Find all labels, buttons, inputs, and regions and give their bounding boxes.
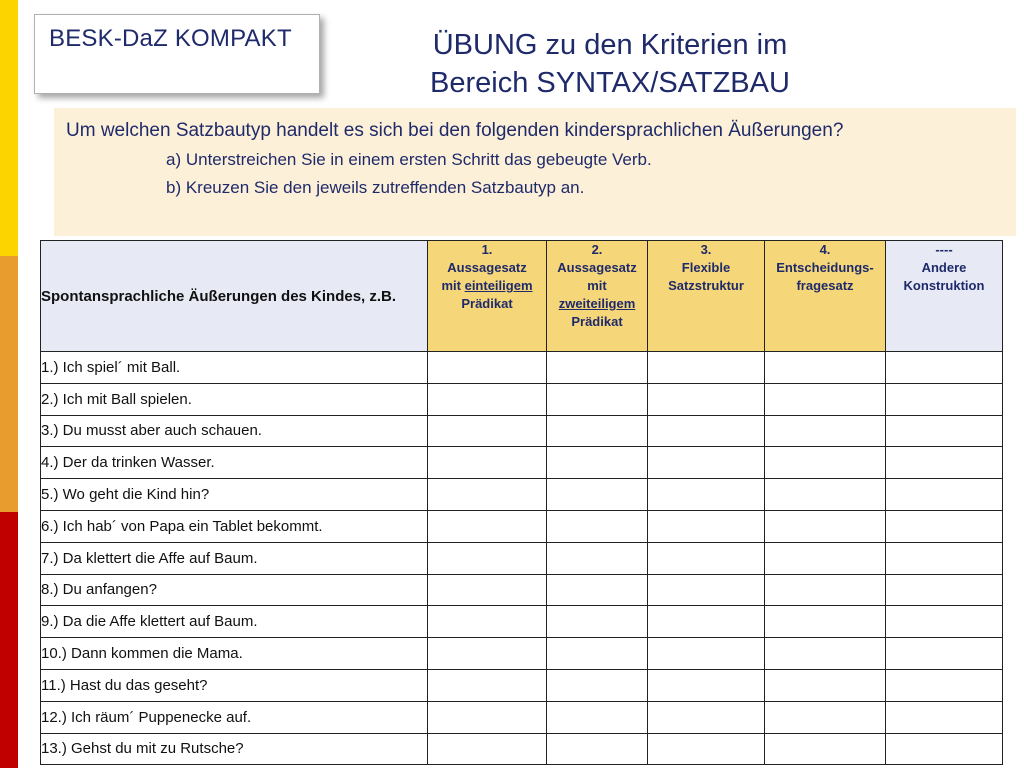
table-row [41, 479, 1003, 511]
answer-cell-col-2[interactable] [547, 606, 648, 638]
utterance-cell: 8.) Du anfangen? [41, 574, 428, 606]
col-1-line-1: Aussagesatz [447, 260, 527, 275]
answer-cell-col-1[interactable] [428, 638, 547, 670]
utterance-cell: 4.) Der da trinken Wasser. [41, 447, 428, 479]
col-4-line-1: Entscheidungs- [776, 260, 874, 275]
answer-cell-col-3[interactable] [648, 352, 765, 384]
answer-cell-col-1[interactable] [428, 669, 547, 701]
answer-cell-col-1[interactable] [428, 701, 547, 733]
utterance-cell: 5.) Wo geht die Kind hin? [41, 479, 428, 511]
brand-label: BESK-DaZ KOMPAKT [49, 25, 292, 52]
utterance-cell: 6.) Ich hab´ von Papa ein Tablet bekommt. [41, 510, 428, 542]
header-utterances: Spontansprachliche Äußerungen des Kindes, z.B. [41, 241, 428, 352]
accent-bar-yellow [0, 0, 18, 256]
answer-cell-col-3[interactable] [648, 542, 765, 574]
col-1-line-3: Prädikat [461, 296, 513, 311]
col-5-line-1: Andere [921, 260, 967, 275]
answer-cell-col-3[interactable] [648, 383, 765, 415]
answer-cell-col-4[interactable] [765, 638, 886, 670]
col-4-line-2: fragesatz [796, 278, 854, 293]
answer-cell-col-2[interactable] [547, 542, 648, 574]
answer-cell-col-1[interactable] [428, 383, 547, 415]
page-title [380, 26, 840, 102]
table-row [41, 415, 1003, 447]
answer-cell-col-4[interactable] [765, 574, 886, 606]
col-3-line-2: Satzstruktur [668, 278, 744, 293]
exercise-table [40, 240, 1003, 765]
answer-cell-col-5[interactable] [886, 606, 1003, 638]
answer-cell-col-4[interactable] [765, 479, 886, 511]
answer-cell-col-3[interactable] [648, 669, 765, 701]
answer-cell-col-2[interactable] [547, 479, 648, 511]
answer-cell-col-4[interactable] [765, 383, 886, 415]
answer-cell-col-2[interactable] [547, 447, 648, 479]
answer-cell-col-2[interactable] [547, 383, 648, 415]
answer-cell-col-1[interactable] [428, 352, 547, 384]
brand-box [34, 14, 320, 94]
utterance-cell: 2.) Ich mit Ball spielen. [41, 383, 428, 415]
header-col-3 [648, 241, 765, 352]
answer-cell-col-2[interactable] [547, 701, 648, 733]
answer-cell-col-3[interactable] [648, 701, 765, 733]
task-step-a: a) Unterstreichen Sie in einem ersten Schritt das gebeugte Verb. [166, 150, 652, 169]
answer-cell-col-2[interactable] [547, 669, 648, 701]
utterance-cell: 9.) Da die Affe klettert auf Baum. [41, 606, 428, 638]
col-1-line-2-underlined: einteiligem [464, 278, 533, 293]
accent-bar-red [0, 512, 18, 768]
col-2-line-3: Prädikat [571, 314, 623, 329]
answer-cell-col-5[interactable] [886, 479, 1003, 511]
answer-cell-col-4[interactable] [765, 415, 886, 447]
answer-cell-col-3[interactable] [648, 415, 765, 447]
utterance-cell: 10.) Dann kommen die Mama. [41, 638, 428, 670]
header-col-2 [547, 241, 648, 352]
col-5-line-2: Konstruktion [903, 278, 985, 293]
answer-cell-col-4[interactable] [765, 542, 886, 574]
table-row [41, 638, 1003, 670]
table-row [41, 669, 1003, 701]
table-row [41, 574, 1003, 606]
answer-cell-col-1[interactable] [428, 415, 547, 447]
utterance-cell: 3.) Du musst aber auch schauen. [41, 415, 428, 447]
task-question: Um welchen Satzbautyp handelt es sich bei den folgenden kindersprachlichen Äußerungen? [66, 120, 844, 141]
answer-cell-col-2[interactable] [547, 574, 648, 606]
utterance-cell: 13.) Gehst du mit zu Rutsche? [41, 733, 428, 765]
answer-cell-col-4[interactable] [765, 733, 886, 765]
answer-cell-col-4[interactable] [765, 606, 886, 638]
answer-cell-col-5[interactable] [886, 510, 1003, 542]
answer-cell-col-2[interactable] [547, 638, 648, 670]
answer-cell-col-5[interactable] [886, 574, 1003, 606]
answer-cell-col-3[interactable] [648, 447, 765, 479]
table-row [41, 383, 1003, 415]
task-box [54, 108, 1016, 236]
col-2-line-1: Aussagesatz [557, 260, 637, 275]
table-row [41, 733, 1003, 765]
header-col-other [886, 241, 1003, 352]
header-col-4 [765, 241, 886, 352]
answer-cell-col-2[interactable] [547, 352, 648, 384]
accent-bar-orange [0, 256, 18, 512]
answer-cell-col-1[interactable] [428, 542, 547, 574]
title-line-2: Bereich SYNTAX/SATZBAU [430, 67, 790, 99]
title-line-1: ÜBUNG zu den Kriterien im [432, 29, 788, 61]
answer-cell-col-4[interactable] [765, 352, 886, 384]
answer-cell-col-1[interactable] [428, 479, 547, 511]
table-row [41, 510, 1003, 542]
answer-cell-col-3[interactable] [648, 638, 765, 670]
table-row [41, 352, 1003, 384]
utterance-cell: 1.) Ich spiel´ mit Ball. [41, 352, 428, 384]
answer-cell-col-4[interactable] [765, 669, 886, 701]
col-2-line-2: mit [587, 278, 607, 293]
answer-cell-col-2[interactable] [547, 510, 648, 542]
answer-cell-col-5[interactable] [886, 383, 1003, 415]
answer-cell-col-2[interactable] [547, 733, 648, 765]
answer-cell-col-4[interactable] [765, 510, 886, 542]
answer-cell-col-5[interactable] [886, 352, 1003, 384]
utterance-cell: 7.) Da klettert die Affe auf Baum. [41, 542, 428, 574]
answer-cell-col-3[interactable] [648, 733, 765, 765]
header-col-1 [428, 241, 547, 352]
answer-cell-col-1[interactable] [428, 733, 547, 765]
col-1-num: 1. [481, 242, 493, 257]
col-4-num: 4. [819, 242, 831, 257]
answer-cell-col-2[interactable] [547, 415, 648, 447]
col-1-line-2: mit [441, 278, 465, 293]
answer-cell-col-3[interactable] [648, 574, 765, 606]
table-row [41, 447, 1003, 479]
answer-cell-col-5[interactable] [886, 733, 1003, 765]
answer-cell-col-5[interactable] [886, 638, 1003, 670]
col-2-line-underlined: zweiteiligem [558, 296, 636, 311]
answer-cell-col-3[interactable] [648, 510, 765, 542]
answer-cell-col-5[interactable] [886, 542, 1003, 574]
answer-cell-col-5[interactable] [886, 701, 1003, 733]
utterance-cell: 12.) Ich räum´ Puppenecke auf. [41, 701, 428, 733]
task-step-b: b) Kreuzen Sie den jeweils zutreffenden Satzbautyp an. [166, 178, 585, 197]
col-3-line-1: Flexible [681, 260, 731, 275]
answer-cell-col-1[interactable] [428, 606, 547, 638]
answer-cell-col-3[interactable] [648, 606, 765, 638]
col-3-num: 3. [700, 242, 712, 257]
answer-cell-col-1[interactable] [428, 510, 547, 542]
answer-cell-col-4[interactable] [765, 701, 886, 733]
answer-cell-col-4[interactable] [765, 447, 886, 479]
answer-cell-col-1[interactable] [428, 574, 547, 606]
answer-cell-col-5[interactable] [886, 669, 1003, 701]
answer-cell-col-3[interactable] [648, 479, 765, 511]
col-5-num: ---- [935, 242, 953, 257]
utterance-cell: 11.) Hast du das geseht? [41, 669, 428, 701]
answer-cell-col-1[interactable] [428, 447, 547, 479]
answer-cell-col-5[interactable] [886, 415, 1003, 447]
table-row [41, 542, 1003, 574]
table-row [41, 606, 1003, 638]
table-row [41, 701, 1003, 733]
table-header-row [41, 241, 1003, 352]
col-2-num: 2. [591, 242, 603, 257]
answer-cell-col-5[interactable] [886, 447, 1003, 479]
